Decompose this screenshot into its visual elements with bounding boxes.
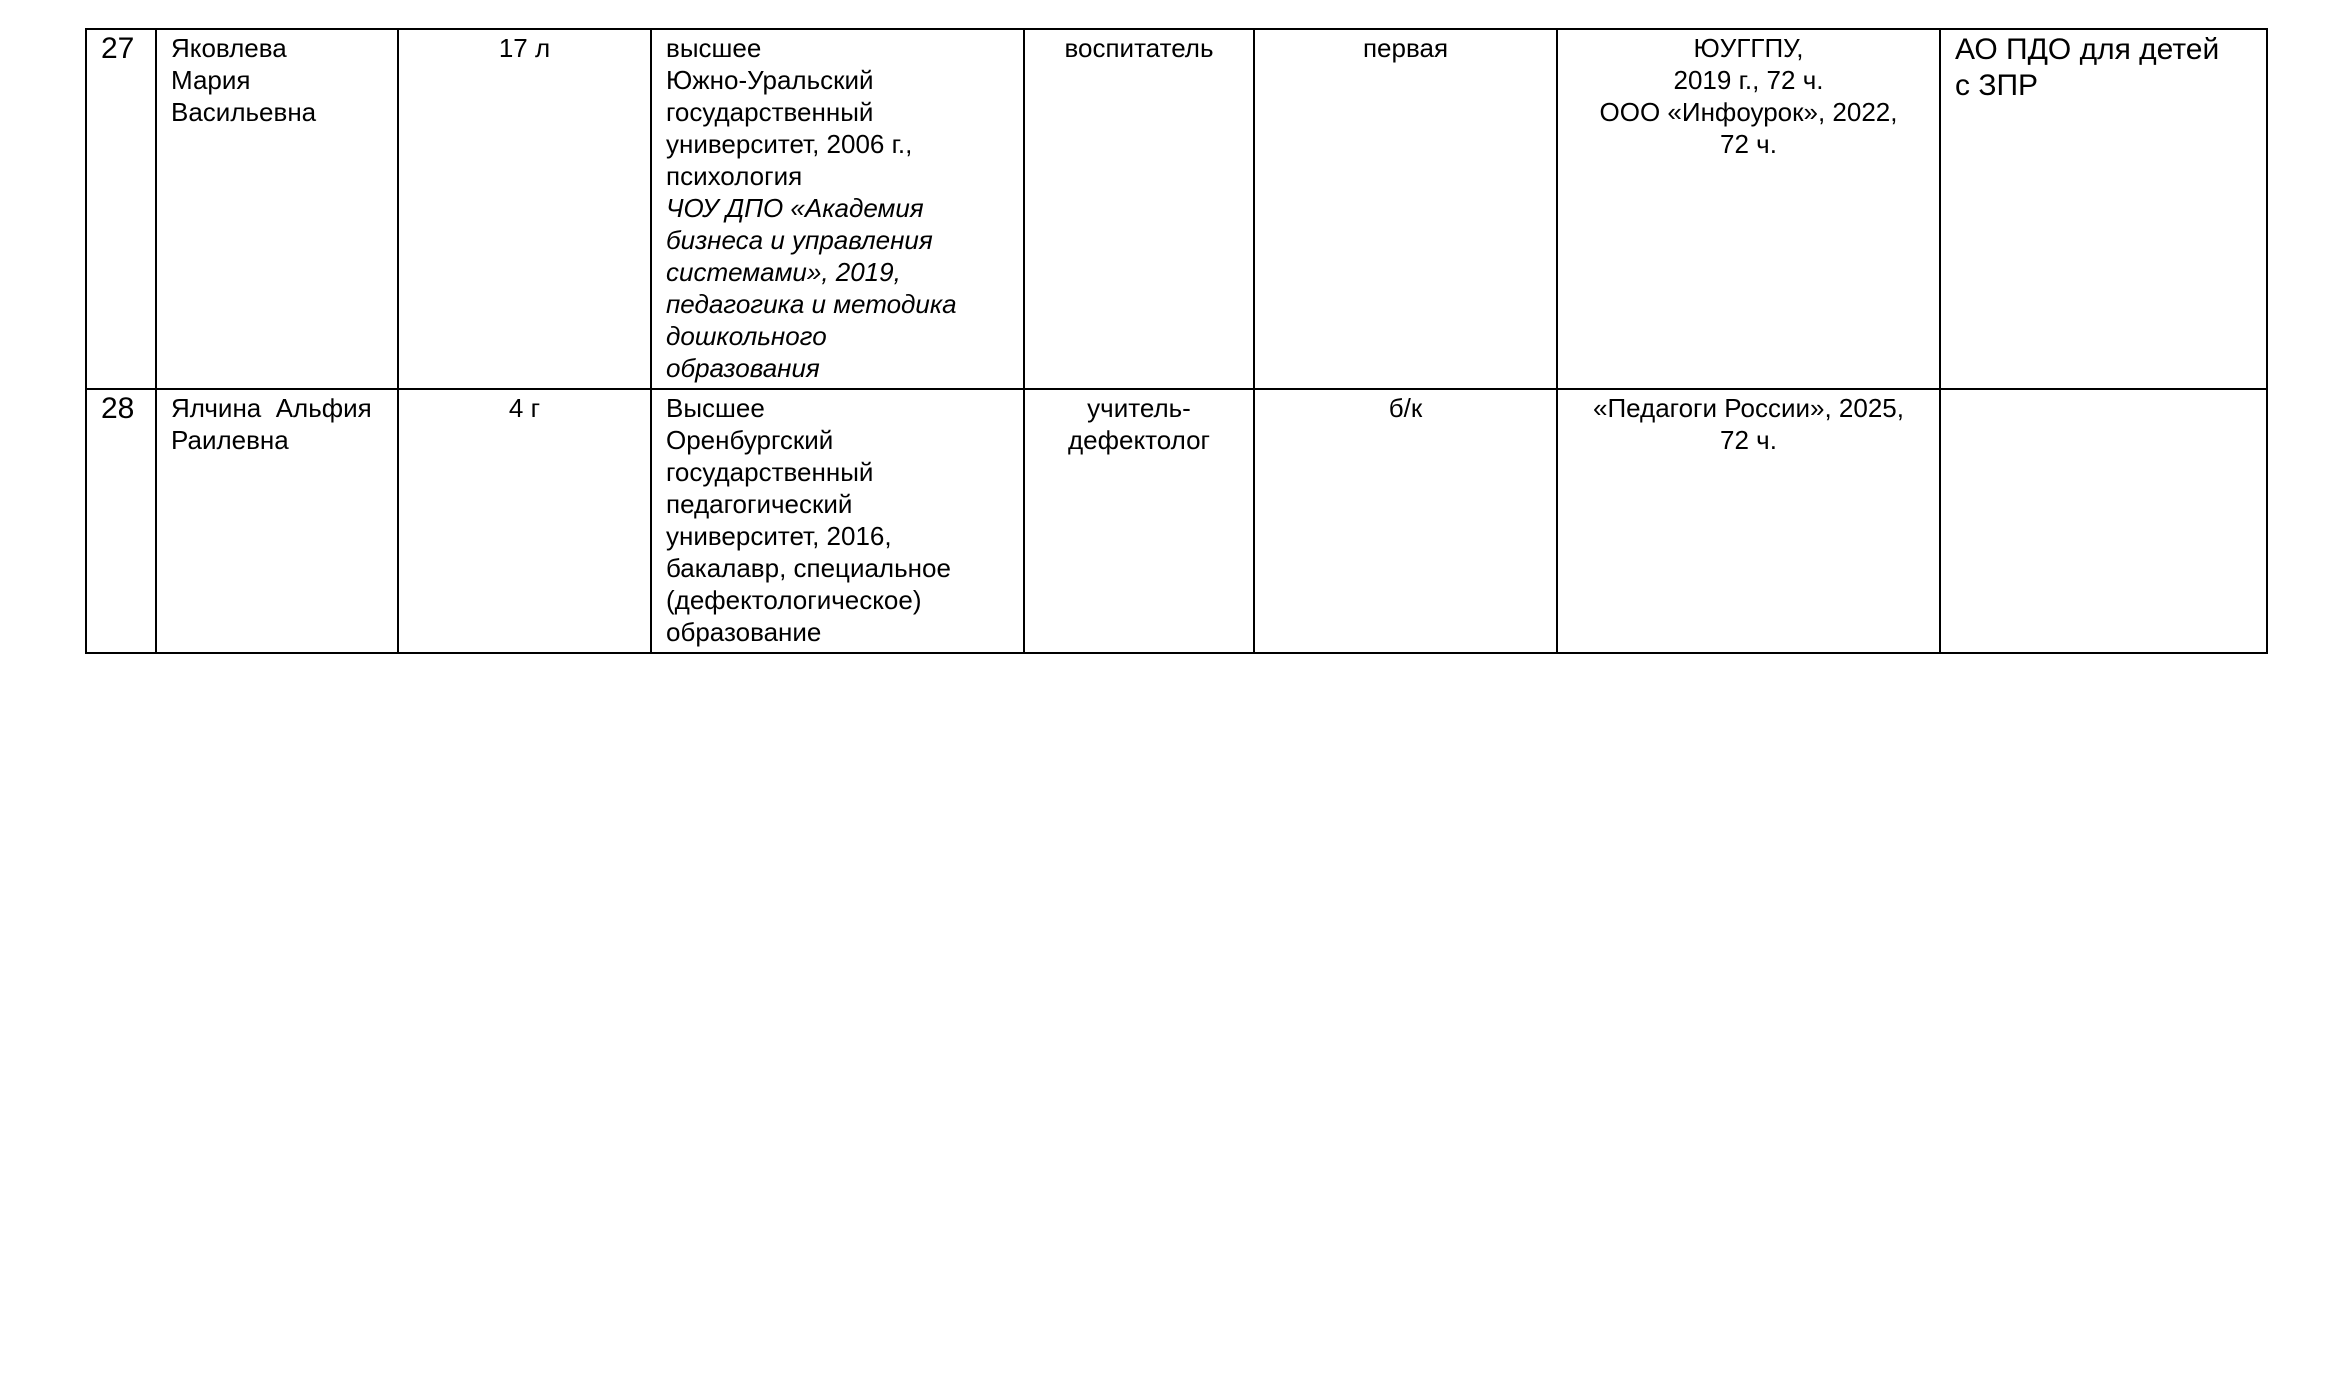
retraining-line: бизнеса и управления xyxy=(666,225,933,255)
program xyxy=(1940,389,2267,653)
position xyxy=(1024,389,1254,653)
row-number: 27 xyxy=(86,29,156,389)
education-line: бакалавр, специальное xyxy=(666,553,951,583)
experience: 17 л xyxy=(398,29,651,389)
education-line: психология xyxy=(666,161,803,191)
program-line: с ЗПР xyxy=(1955,69,2039,102)
retraining-line: образования xyxy=(666,353,820,383)
name-line: Васильевна xyxy=(171,97,317,127)
education xyxy=(651,389,1024,653)
education-line: университет, 2016, xyxy=(666,521,892,551)
education-line: образование xyxy=(666,617,822,647)
courses-line: ООО «Инфоурок», 2022, xyxy=(1599,97,1898,127)
category: первая xyxy=(1254,29,1557,389)
courses xyxy=(1557,389,1940,653)
education-line: государственный xyxy=(666,97,874,127)
table-row xyxy=(86,389,2267,653)
name-line: Раилевна xyxy=(171,425,289,455)
row-number: 28 xyxy=(86,389,156,653)
name-line: Ялчина Альфия xyxy=(171,393,372,423)
courses-line: ЮУГГПУ, xyxy=(1693,33,1804,63)
education-line: (дефектологическое) xyxy=(666,585,922,615)
position-line: учитель- xyxy=(1087,393,1191,423)
courses-line: 72 ч. xyxy=(1720,425,1777,455)
employee-name xyxy=(156,389,398,653)
education-line: университет, 2006 г., xyxy=(666,129,913,159)
employee-name xyxy=(156,29,398,389)
table-row xyxy=(86,29,2267,389)
program xyxy=(1940,29,2267,389)
retraining-line: системами», 2019, xyxy=(666,257,901,287)
position: воспитатель xyxy=(1024,29,1254,389)
category: б/к xyxy=(1254,389,1557,653)
education-line: педагогический xyxy=(666,489,853,519)
courses-line: 72 ч. xyxy=(1720,129,1777,159)
name-line: Мария xyxy=(171,65,251,95)
staff-table xyxy=(85,28,2268,654)
courses-line: 2019 г., 72 ч. xyxy=(1673,65,1824,95)
program-line: АО ПДО для детей xyxy=(1955,33,2220,66)
courses-line: «Педагоги России», 2025, xyxy=(1593,393,1904,423)
education-line: государственный xyxy=(666,457,874,487)
courses xyxy=(1557,29,1940,389)
retraining-line: ЧОУ ДПО «Академия xyxy=(666,193,924,223)
retraining-line: дошкольного xyxy=(666,321,827,351)
education-line: Высшее xyxy=(666,393,765,423)
name-line: Яковлева xyxy=(171,33,287,63)
experience: 4 г xyxy=(398,389,651,653)
education-line: высшее xyxy=(666,33,762,63)
education-line: Южно-Уральский xyxy=(666,65,874,95)
education xyxy=(651,29,1024,389)
position-line: дефектолог xyxy=(1067,425,1211,455)
education-line: Оренбургский xyxy=(666,425,834,455)
retraining-line: педагогика и методика xyxy=(666,289,957,319)
